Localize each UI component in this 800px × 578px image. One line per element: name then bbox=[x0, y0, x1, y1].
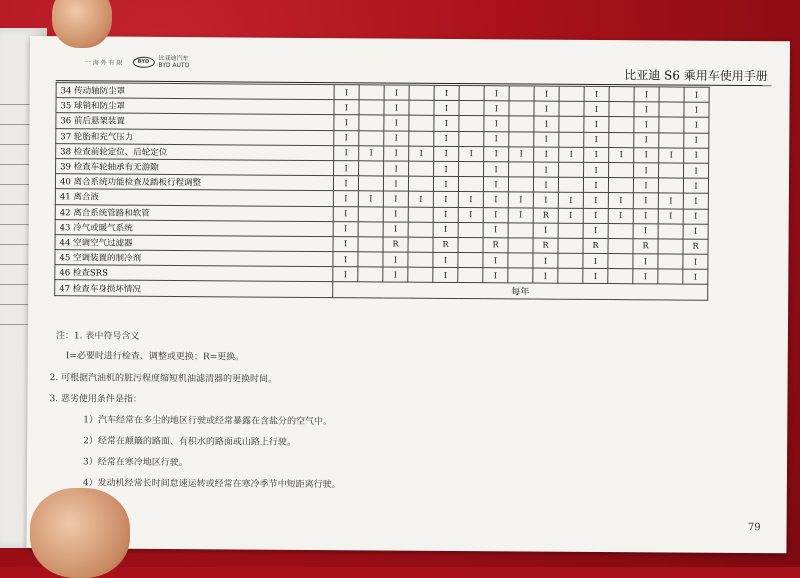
interval-cell: I bbox=[484, 131, 509, 146]
interval-cell: I bbox=[359, 146, 384, 161]
item-label: 46 检查SRS bbox=[55, 265, 333, 282]
condition-4: 4）发动机经常长时间怠速运转或经常在寒冷季节中短距离行驶。 bbox=[82, 478, 341, 491]
interval-cell: I bbox=[459, 146, 484, 161]
interval-cell: I bbox=[333, 191, 358, 206]
note-2: 2. 可根据汽油机的脏污程度缩短机油滤清器的更换时间。 bbox=[49, 373, 278, 385]
interval-cell: I bbox=[634, 147, 659, 162]
item-label: 36 前后悬架装置 bbox=[56, 113, 334, 130]
interval-cell bbox=[509, 86, 534, 101]
interval-cell: I bbox=[484, 162, 509, 177]
maintenance-table bbox=[54, 82, 709, 300]
interval-cell: I bbox=[633, 269, 658, 284]
interval-cell: I bbox=[633, 223, 658, 238]
interval-cell bbox=[559, 132, 584, 147]
interval-cell: I bbox=[584, 86, 609, 101]
interval-cell bbox=[609, 117, 634, 132]
interval-cell: I bbox=[433, 176, 458, 191]
interval-cell bbox=[409, 131, 434, 146]
interval-cell bbox=[609, 87, 634, 102]
interval-cell: I bbox=[433, 252, 458, 267]
interval-cell bbox=[659, 117, 684, 132]
interval-cell: I bbox=[433, 268, 458, 283]
interval-cell bbox=[459, 101, 484, 116]
interval-cell: I bbox=[684, 133, 709, 148]
interval-cell: I bbox=[334, 85, 359, 100]
interval-cell: I bbox=[584, 117, 609, 132]
interval-cell: I bbox=[509, 147, 534, 162]
interval-cell: I bbox=[484, 146, 509, 161]
item-label: 47 检查车身损坏情况 bbox=[55, 280, 333, 297]
interval-cell bbox=[458, 253, 483, 268]
interval-cell: I bbox=[683, 254, 708, 269]
interval-cell: R bbox=[383, 237, 408, 252]
interval-cell bbox=[559, 117, 584, 132]
manual-page bbox=[26, 36, 790, 553]
interval-cell: I bbox=[684, 163, 709, 178]
interval-cell bbox=[508, 268, 533, 283]
interval-cell bbox=[359, 115, 384, 130]
interval-cell: I bbox=[383, 222, 408, 237]
interval-cell: I bbox=[633, 178, 658, 193]
interval-cell: I bbox=[433, 222, 458, 237]
interval-cell bbox=[659, 102, 684, 117]
interval-cell: I bbox=[684, 87, 709, 102]
interval-cell bbox=[659, 163, 684, 178]
interval-cell bbox=[559, 86, 584, 101]
interval-cell: I bbox=[484, 86, 509, 101]
item-label: 41 离合液 bbox=[55, 189, 333, 206]
interval-cell bbox=[358, 252, 383, 267]
interval-cell: R bbox=[683, 239, 708, 254]
interval-cell: I bbox=[508, 207, 533, 222]
interval-cell bbox=[508, 177, 533, 192]
interval-cell: I bbox=[633, 208, 658, 223]
interval-cell: I bbox=[383, 267, 408, 282]
item-label: 42 离合系统管路和软管 bbox=[55, 204, 333, 221]
interval-cell: I bbox=[633, 254, 658, 269]
interval-cell bbox=[659, 132, 684, 147]
interval-cell bbox=[509, 131, 534, 146]
interval-cell bbox=[559, 101, 584, 116]
interval-cell bbox=[408, 237, 433, 252]
interval-cell bbox=[358, 206, 383, 221]
interval-cell: I bbox=[334, 130, 359, 145]
condition-1: 1）汽车经常在多尘的地区行驶或经常暴露在含盐分的空气中。 bbox=[83, 415, 333, 428]
interval-cell: I bbox=[584, 147, 609, 162]
item-label: 45 空调装置的制冷剂 bbox=[55, 250, 333, 267]
interval-cell: I bbox=[434, 101, 459, 116]
header-logo bbox=[85, 54, 190, 69]
item-label: 38 检查前轮定位、后轮定位 bbox=[56, 143, 334, 160]
interval-cell: I bbox=[434, 116, 459, 131]
interval-cell bbox=[508, 253, 533, 268]
byd-logo-icon: BYD bbox=[132, 56, 154, 67]
interval-cell: I bbox=[533, 177, 558, 192]
interval-cell: I bbox=[333, 206, 358, 221]
interval-cell: I bbox=[583, 208, 608, 223]
interval-cell: I bbox=[534, 101, 559, 116]
interval-cell: I bbox=[683, 178, 708, 193]
interval-cell bbox=[458, 177, 483, 192]
interval-cell bbox=[508, 238, 533, 253]
interval-cell bbox=[559, 162, 584, 177]
interval-cell: I bbox=[534, 116, 559, 131]
interval-cell bbox=[358, 237, 383, 252]
interval-cell: I bbox=[333, 252, 358, 267]
interval-cell bbox=[359, 130, 384, 145]
interval-cell bbox=[659, 87, 684, 102]
thumb-top bbox=[52, 0, 112, 48]
interval-cell: I bbox=[608, 208, 633, 223]
interval-cell: I bbox=[534, 162, 559, 177]
interval-cell: I bbox=[634, 87, 659, 102]
interval-cell: I bbox=[684, 102, 709, 117]
interval-cell: R bbox=[483, 238, 508, 253]
interval-cell bbox=[658, 269, 683, 284]
interval-cell: I bbox=[484, 101, 509, 116]
interval-cell: I bbox=[584, 102, 609, 117]
interval-cell: I bbox=[683, 209, 708, 224]
interval-cell: I bbox=[433, 192, 458, 207]
interval-cell: R bbox=[583, 238, 608, 253]
interval-cell: I bbox=[534, 147, 559, 162]
interval-cell: R bbox=[533, 208, 558, 223]
interval-cell: I bbox=[583, 193, 608, 208]
interval-cell: I bbox=[433, 207, 458, 222]
interval-cell bbox=[408, 267, 433, 282]
interval-cell bbox=[359, 161, 384, 176]
interval-cell: I bbox=[634, 102, 659, 117]
interval-cell bbox=[458, 268, 483, 283]
interval-cell: I bbox=[483, 177, 508, 192]
interval-cell: I bbox=[483, 192, 508, 207]
interval-span-cell: 每年 bbox=[333, 282, 708, 300]
interval-cell: I bbox=[583, 223, 608, 238]
item-label: 39 检查车轮轴承有无游隙 bbox=[56, 159, 334, 176]
interval-cell: I bbox=[333, 176, 358, 191]
interval-cell bbox=[409, 100, 434, 115]
interval-cell: I bbox=[334, 100, 359, 115]
interval-cell bbox=[608, 254, 633, 269]
interval-cell: I bbox=[683, 269, 708, 284]
interval-cell bbox=[608, 178, 633, 193]
interval-cell: I bbox=[334, 161, 359, 176]
interval-cell bbox=[558, 223, 583, 238]
interval-cell bbox=[408, 222, 433, 237]
table-row bbox=[55, 280, 708, 300]
interval-cell bbox=[509, 101, 534, 116]
interval-cell: I bbox=[534, 86, 559, 101]
interval-cell: I bbox=[383, 206, 408, 221]
interval-cell bbox=[459, 131, 484, 146]
interval-cell: I bbox=[634, 117, 659, 132]
page-title: 比亚迪 S6 乘用车使用手册 bbox=[624, 68, 768, 84]
interval-cell bbox=[459, 85, 484, 100]
interval-cell bbox=[358, 176, 383, 191]
interval-cell: I bbox=[383, 252, 408, 267]
interval-cell: I bbox=[384, 115, 409, 130]
interval-cell: I bbox=[483, 207, 508, 222]
interval-cell: I bbox=[409, 146, 434, 161]
interval-cell: I bbox=[408, 191, 433, 206]
interval-cell: I bbox=[483, 253, 508, 268]
interval-cell: I bbox=[533, 268, 558, 283]
item-label: 44 空调空气过滤器 bbox=[55, 235, 333, 252]
interval-cell: I bbox=[683, 193, 708, 208]
interval-cell: I bbox=[384, 146, 409, 161]
interval-cell: I bbox=[684, 148, 709, 163]
interval-cell: I bbox=[659, 148, 684, 163]
interval-cell: I bbox=[533, 253, 558, 268]
interval-cell bbox=[558, 238, 583, 253]
interval-cell: I bbox=[434, 85, 459, 100]
interval-cell: I bbox=[508, 192, 533, 207]
interval-cell: I bbox=[534, 132, 559, 147]
interval-cell bbox=[408, 176, 433, 191]
interval-cell: I bbox=[533, 192, 558, 207]
interval-cell: I bbox=[558, 208, 583, 223]
interval-cell: I bbox=[358, 191, 383, 206]
interval-cell: I bbox=[558, 193, 583, 208]
interval-cell: I bbox=[634, 132, 659, 147]
interval-cell: I bbox=[383, 176, 408, 191]
condition-3: 3）经常在寒冷地区行驶。 bbox=[82, 457, 188, 469]
interval-cell bbox=[509, 162, 534, 177]
interval-cell bbox=[359, 85, 384, 100]
note-1: 注：1. 表中符号含义 bbox=[55, 331, 140, 342]
interval-cell bbox=[409, 161, 434, 176]
interval-cell bbox=[509, 116, 534, 131]
condition-2: 2）经常在颠簸的路面、有积水的路面或山路上行驶。 bbox=[83, 436, 296, 448]
interval-cell: I bbox=[658, 208, 683, 223]
interval-cell bbox=[658, 254, 683, 269]
interval-cell: I bbox=[584, 162, 609, 177]
interval-cell bbox=[558, 253, 583, 268]
interval-cell: I bbox=[434, 161, 459, 176]
interval-cell: I bbox=[458, 207, 483, 222]
interval-cell: I bbox=[384, 161, 409, 176]
interval-cell: I bbox=[484, 116, 509, 131]
header-small-text: 一 海 外 有 限 bbox=[84, 58, 123, 67]
interval-cell bbox=[459, 161, 484, 176]
interval-cell: I bbox=[608, 193, 633, 208]
interval-cell bbox=[608, 269, 633, 284]
interval-cell: I bbox=[458, 192, 483, 207]
brand-cn: 比亚迪汽车 bbox=[158, 54, 189, 63]
interval-cell: R bbox=[533, 238, 558, 253]
interval-cell bbox=[459, 116, 484, 131]
interval-cell bbox=[458, 222, 483, 237]
interval-cell bbox=[508, 223, 533, 238]
interval-cell bbox=[408, 252, 433, 267]
interval-cell bbox=[658, 178, 683, 193]
interval-cell bbox=[558, 177, 583, 192]
interval-cell bbox=[408, 207, 433, 222]
interval-cell bbox=[409, 116, 434, 131]
item-label: 34 传动轴防尘罩 bbox=[56, 83, 334, 100]
interval-cell: I bbox=[684, 117, 709, 132]
interval-cell: I bbox=[434, 131, 459, 146]
interval-cell: I bbox=[683, 224, 708, 239]
interval-cell bbox=[409, 85, 434, 100]
note-3: 3. 恶劣使用条件是指： bbox=[49, 394, 142, 405]
interval-cell bbox=[558, 268, 583, 283]
brand-name bbox=[158, 55, 189, 69]
interval-cell: I bbox=[583, 177, 608, 192]
interval-cell bbox=[358, 221, 383, 236]
interval-cell: I bbox=[583, 253, 608, 268]
interval-cell: I bbox=[559, 147, 584, 162]
interval-cell: I bbox=[384, 131, 409, 146]
interval-cell bbox=[608, 238, 633, 253]
interval-cell bbox=[609, 132, 634, 147]
interval-cell: I bbox=[333, 267, 358, 282]
interval-cell: I bbox=[584, 132, 609, 147]
interval-cell: I bbox=[334, 115, 359, 130]
interval-cell: I bbox=[333, 236, 358, 251]
interval-cell: R bbox=[433, 237, 458, 252]
interval-cell bbox=[458, 237, 483, 252]
interval-cell: I bbox=[434, 146, 459, 161]
interval-cell: I bbox=[483, 222, 508, 237]
interval-cell: I bbox=[483, 268, 508, 283]
interval-cell: I bbox=[609, 147, 634, 162]
interval-cell: I bbox=[333, 221, 358, 236]
interval-cell: I bbox=[533, 223, 558, 238]
interval-cell bbox=[359, 100, 384, 115]
interval-cell bbox=[658, 224, 683, 239]
interval-cell: I bbox=[658, 193, 683, 208]
interval-cell: I bbox=[633, 193, 658, 208]
item-label: 40 离合系统功能检查及踏板行程调整 bbox=[55, 174, 333, 191]
interval-cell: I bbox=[384, 100, 409, 115]
interval-cell bbox=[358, 267, 383, 282]
interval-cell: I bbox=[583, 269, 608, 284]
interval-cell: I bbox=[384, 85, 409, 100]
interval-cell: R bbox=[633, 239, 658, 254]
note-1-detail: I=必要时进行检查、调整或更换；R=更换。 bbox=[65, 351, 245, 363]
interval-cell: I bbox=[634, 163, 659, 178]
item-label: 37 轮胎和充气压力 bbox=[56, 128, 334, 145]
interval-cell: I bbox=[334, 145, 359, 160]
interval-cell bbox=[609, 162, 634, 177]
interval-cell bbox=[609, 102, 634, 117]
item-label: 35 球销和防尘罩 bbox=[56, 98, 334, 115]
thumb-bottom bbox=[30, 488, 130, 578]
item-label: 43 冷气或暖气系统 bbox=[55, 219, 333, 236]
interval-cell bbox=[608, 223, 633, 238]
interval-cell bbox=[658, 239, 683, 254]
page-number: 79 bbox=[747, 522, 761, 534]
brand-en: BYD AUTO bbox=[158, 61, 190, 70]
interval-cell: I bbox=[383, 191, 408, 206]
